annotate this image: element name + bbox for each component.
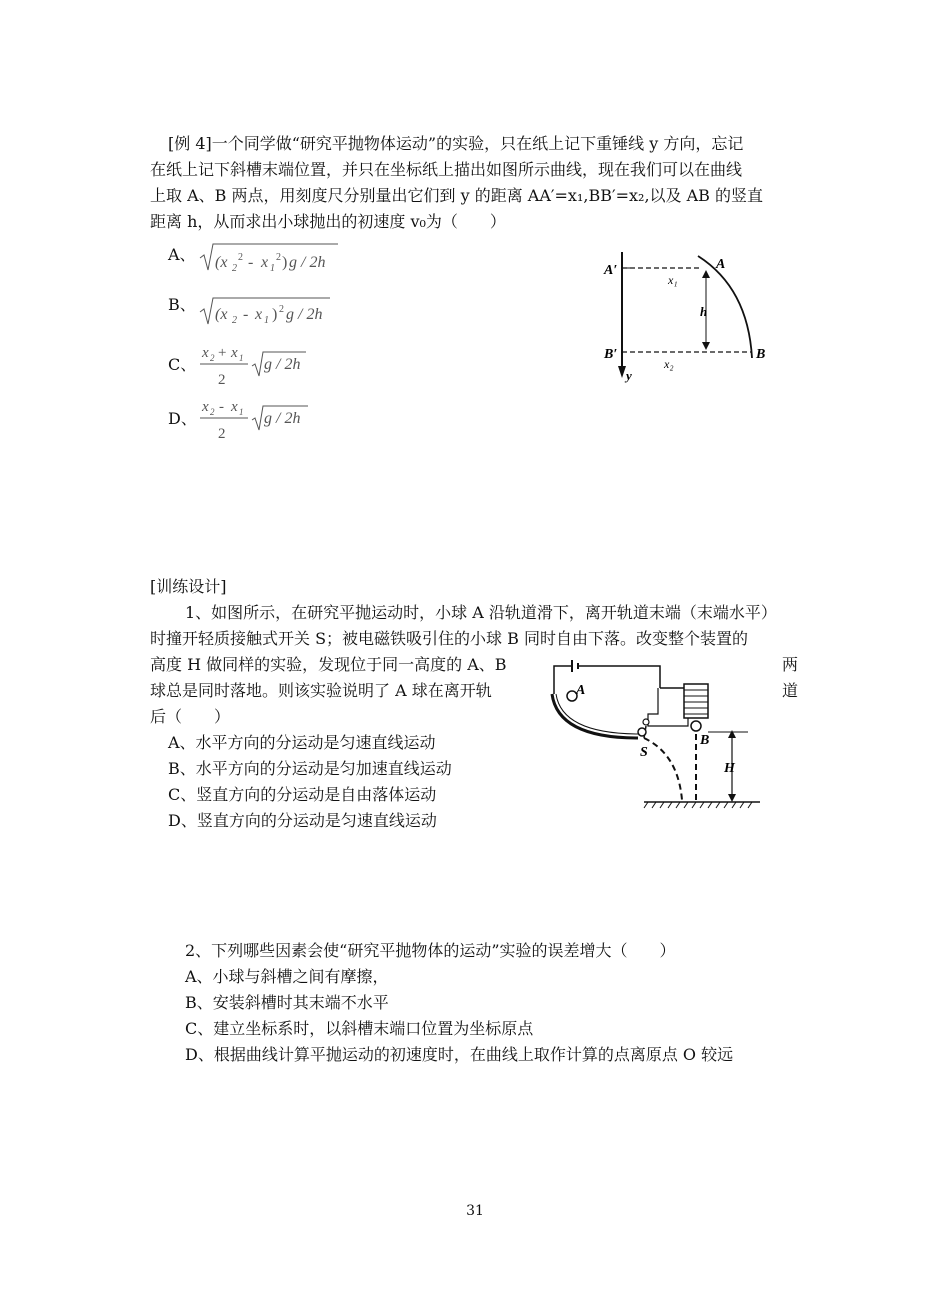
apparatus-figure (548, 654, 778, 818)
q1-line-5: 后（ ） (150, 707, 231, 726)
option-b-label: B、 (168, 295, 196, 314)
option-a-formula (198, 240, 348, 280)
option-c-label: C、 (168, 355, 197, 374)
svg-text:x: x (231, 345, 238, 361)
svg-text:2: 2 (232, 315, 237, 326)
q1-line-2: 时撞开轻质接触式开关 S；被电磁铁吸引住的小球 B 同时自由下落。改变整个装置的 (150, 629, 748, 648)
svg-text:(x: (x (215, 254, 228, 271)
svg-text:1: 1 (239, 407, 244, 417)
apparatus-label-b: B (700, 733, 710, 748)
svg-text:g / 2h: g / 2h (264, 410, 301, 427)
svg-text:+: + (218, 345, 227, 361)
apparatus-label-s: S (640, 745, 648, 760)
q1-option-c: C、竖直方向的分运动是自由落体运动 (168, 785, 437, 804)
label-b: B (756, 347, 766, 362)
q1-option-d: D、竖直方向的分运动是匀速直线运动 (168, 811, 437, 830)
svg-text:2: 2 (218, 426, 226, 442)
svg-text:): ) (272, 306, 278, 323)
example4-line-1: [例 4]一个同学做“研究平抛物体运动”的实验，只在纸上记下重锤线 y 方向，忘记 (168, 134, 744, 153)
q2-stem: 2、下列哪些因素会使“研究平抛物体的运动”实验的误差增大（ ） (185, 941, 676, 960)
q1-line-3: 高度 H 做同样的实验，发现位于同一高度的 A、B (150, 655, 507, 674)
label-a-prime: A′ (604, 263, 618, 278)
formula-b-svg (198, 292, 348, 328)
apparatus-label-a: A (576, 683, 586, 698)
q2-option-c: C、建立坐标系时，以斜槽末端口位置为坐标原点 (185, 1019, 534, 1038)
svg-text:2: 2 (210, 407, 215, 417)
label-x1: x₁ (668, 273, 678, 287)
option-d-formula (198, 394, 318, 448)
q1-line-3-tail: 两 (782, 655, 799, 674)
q1-line-4: 球总是同时落地。则该实验说明了 A 球在离开轨 (150, 681, 492, 700)
option-b-formula (198, 292, 348, 332)
svg-text:1: 1 (239, 353, 244, 363)
svg-text:2: 2 (218, 372, 226, 388)
svg-text:x: x (261, 254, 269, 271)
svg-text:g / 2h: g / 2h (286, 306, 323, 323)
label-x2: x₂ (664, 357, 674, 371)
q2-option-b: B、安装斜槽时其末端不水平 (185, 993, 389, 1012)
label-h: h (700, 304, 708, 319)
svg-text:1: 1 (264, 315, 269, 326)
svg-text:x: x (231, 399, 238, 415)
svg-text:x: x (255, 306, 263, 323)
svg-text:2: 2 (276, 252, 281, 263)
label-b-prime: B′ (604, 347, 618, 362)
formula-d-svg (198, 394, 318, 444)
option-c-formula (198, 340, 318, 394)
svg-text:(x: (x (215, 306, 228, 323)
svg-text:-: - (248, 254, 254, 271)
label-a: A (716, 257, 726, 272)
svg-text:x: x (202, 345, 209, 361)
label-y: y (626, 368, 632, 383)
example4-line-2: 在纸上记下斜槽末端位置，并只在坐标纸上描出如图所示曲线，现在我们可以在曲线 (150, 160, 743, 179)
svg-text:2: 2 (210, 353, 215, 363)
svg-text:): ) (282, 254, 288, 271)
svg-text:-: - (219, 399, 224, 415)
example4-line-4: 距离 h，从而求出小球抛出的初速度 v₀为（ ） (150, 212, 506, 231)
q1-option-a: A、水平方向的分运动是匀速直线运动 (168, 733, 436, 752)
svg-text:-: - (243, 306, 249, 323)
option-d-label: D、 (168, 409, 197, 428)
formula-c-svg (198, 340, 318, 390)
q1-line-4-tail: 道 (782, 681, 799, 700)
svg-text:2: 2 (232, 263, 237, 274)
q1-option-b: B、水平方向的分运动是匀加速直线运动 (168, 759, 452, 778)
svg-text:1: 1 (270, 263, 275, 274)
training-heading: [训练设计] (150, 577, 227, 596)
formula-a-svg (198, 240, 348, 276)
apparatus-label-h: H (724, 761, 735, 776)
option-a-label: A、 (168, 245, 196, 264)
q1-line-1: 1、如图所示，在研究平抛运动时，小球 A 沿轨道滑下，离开轨道末端（末端水平） (185, 603, 777, 622)
svg-text:g / 2h: g / 2h (264, 356, 301, 373)
q2-option-d: D、根据曲线计算平抛运动的初速度时，在曲线上取作计算的点离原点 O 较远 (185, 1045, 734, 1064)
svg-text:2: 2 (279, 304, 284, 315)
svg-text:x: x (202, 399, 209, 415)
trajectory-figure (598, 248, 778, 392)
example4-line-3: 上取 A、B 两点，用刻度尺分别量出它们到 y 的距离 AA′=x₁,BB′=x₂,以及 AB 的竖直 (150, 186, 764, 205)
svg-text:g / 2h: g / 2h (289, 254, 326, 271)
svg-text:2: 2 (238, 252, 243, 263)
q2-option-a: A、小球与斜槽之间有摩擦， (185, 967, 389, 986)
page-number: 31 (466, 1203, 484, 1219)
